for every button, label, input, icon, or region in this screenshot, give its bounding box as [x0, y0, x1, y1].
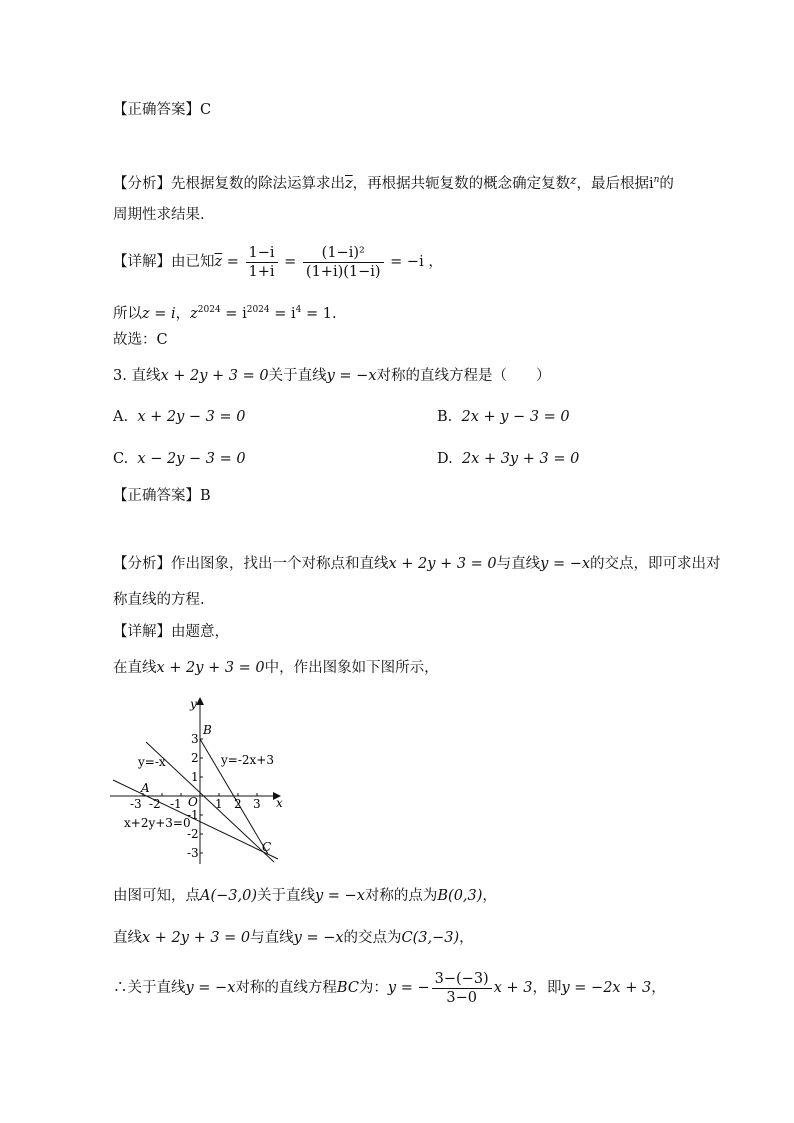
- conclusion-line-2: [113, 928, 474, 948]
- analysis-text: 的: [659, 176, 674, 192]
- point-a-label: A: [141, 781, 150, 795]
- detail2-line: [113, 622, 229, 642]
- x-tick-label: -2: [149, 797, 161, 811]
- text: 为：: [358, 980, 388, 996]
- text: ，: [175, 305, 191, 322]
- answer-line-2: [113, 486, 211, 506]
- analysis-text: 先根据复数的除法运算求出: [171, 176, 345, 192]
- expr: = i: [220, 305, 247, 322]
- point-c: C(3,−3): [401, 930, 460, 946]
- x-tick-label: 3: [253, 797, 261, 811]
- detail-label: 【详解】: [113, 624, 171, 640]
- choose-text: 故选：C: [113, 332, 168, 348]
- text: ，: [459, 930, 474, 946]
- expr-z: z: [190, 305, 198, 322]
- answer-value: B: [200, 488, 211, 504]
- analysis-text: 与直线: [496, 556, 541, 572]
- detail-label: 【详解】: [113, 254, 171, 270]
- text: 所以: [113, 305, 142, 322]
- text: 关于直线: [257, 888, 315, 904]
- expr: y = −x: [293, 930, 344, 946]
- exponent-n: n: [653, 175, 660, 186]
- coordinate-graph: [108, 694, 288, 866]
- option-label: A.: [113, 409, 129, 425]
- x-tick-label: 2: [234, 797, 242, 811]
- fraction-1: [246, 244, 278, 281]
- expr: x + 2y + 3 = 0: [142, 930, 251, 946]
- analysis2-line-1: [113, 554, 721, 574]
- option-text: x − 2y − 3 = 0: [137, 451, 246, 467]
- z-conjugate: $\overline{z}$: [214, 254, 223, 270]
- option-text: 2x + y − 3 = 0: [461, 409, 570, 425]
- question-text: 对称的直线方程是（ ）: [376, 368, 551, 384]
- x-tick-label: -3: [130, 797, 142, 811]
- equals: =: [222, 254, 244, 270]
- analysis-text: 作出图象，找出一个对称点和直线: [171, 556, 389, 572]
- option-text: 2x + 3y + 3 = 0: [461, 451, 580, 467]
- text: ，: [651, 980, 666, 996]
- i-symbol: i: [648, 176, 654, 192]
- expr-final: y = −2x + 3: [561, 980, 652, 996]
- y-tick-label: 2: [191, 751, 199, 765]
- option-label: D.: [437, 451, 453, 467]
- analysis-line-1: [113, 170, 674, 194]
- option-a: [113, 407, 245, 427]
- option-label: C.: [113, 451, 129, 467]
- exponent: 2024: [246, 305, 270, 315]
- fraction-denominator: 3−0: [446, 989, 477, 1006]
- x-tick-label: -1: [170, 797, 182, 811]
- analysis-text: 的交点，即可求出对: [590, 556, 721, 572]
- text: 直线: [113, 930, 142, 946]
- result: = −i ，: [385, 254, 443, 270]
- line-bc: BC: [336, 980, 359, 996]
- fraction-denominator: (1+i)(1−i): [305, 263, 381, 280]
- question-expr: y = −x: [326, 368, 377, 384]
- conclusion-line-3: [113, 968, 666, 1008]
- answer-value: C: [200, 102, 212, 118]
- text: ∴关于直线: [113, 980, 186, 996]
- analysis-text: ，最后根据: [576, 176, 649, 192]
- text: 的交点为: [343, 930, 402, 946]
- question-3: [113, 366, 551, 386]
- z-conjugate: $\overline{z}$: [345, 176, 353, 192]
- analysis-label: 【分析】: [113, 556, 171, 572]
- option-label: B.: [437, 409, 453, 425]
- fraction-numerator: (1−i)²: [303, 244, 384, 263]
- analysis-text: 称直线的方程.: [113, 592, 205, 608]
- x-tick-label: 1: [215, 797, 223, 811]
- line-label-x2y3: x+2y+3=0: [124, 816, 191, 830]
- choose-line: [113, 330, 168, 350]
- point-b-label: B: [203, 723, 212, 737]
- expr: = i: [269, 305, 296, 322]
- detail-line-1: [113, 243, 443, 281]
- line-label-y-neg2x3: y=-2x+3: [221, 753, 274, 767]
- therefore-line: [113, 300, 337, 324]
- text: ，: [482, 888, 497, 904]
- analysis2-line-2: [113, 590, 205, 610]
- option-d: [437, 449, 579, 469]
- origin-label: O: [188, 795, 198, 809]
- analysis-expr: x + 2y + 3 = 0: [388, 556, 497, 572]
- equals: =: [279, 254, 301, 270]
- z-symbol: z: [570, 173, 577, 187]
- text: 与直线: [250, 930, 294, 946]
- answer-line-1: [113, 100, 211, 120]
- fraction-numerator: 1−i: [246, 244, 278, 263]
- point-b: B(0,3): [437, 888, 483, 904]
- detail-text: 由已知: [171, 254, 215, 270]
- line-label-y-neg-x: y=-x: [138, 755, 166, 769]
- expr: y = −x: [185, 980, 236, 996]
- y-tick-label: -1: [187, 808, 199, 822]
- question-number: 3.: [113, 368, 127, 384]
- fraction-2: [303, 244, 384, 281]
- text: 由图可知，点: [113, 888, 200, 904]
- y-tick-label: -3: [187, 846, 199, 860]
- conclusion-line-1: [113, 886, 497, 906]
- detail-text: 由题意，: [171, 624, 229, 640]
- text: 中，作出图象如下图所示，: [264, 660, 439, 676]
- y-axis-label: y: [190, 697, 197, 711]
- y-tick-label: 3: [191, 732, 199, 746]
- expr: x + 2y + 3 = 0: [156, 660, 265, 676]
- answer-label: 【正确答案】: [113, 488, 200, 504]
- analysis-label: 【分析】: [113, 176, 171, 192]
- text: 对称的直线方程: [235, 980, 337, 996]
- expr: y = −x: [315, 888, 365, 904]
- answer-label: 【正确答案】: [113, 102, 200, 118]
- option-text: x + 2y − 3 = 0: [137, 409, 246, 425]
- y-tick-label: 1: [191, 770, 199, 784]
- fraction-denominator: 1+i: [248, 263, 275, 280]
- expr: x + 3: [493, 980, 533, 996]
- question-expr: x + 2y + 3 = 0: [160, 368, 269, 384]
- slope-fraction: [432, 970, 492, 1007]
- fraction-numerator: 3−(−3): [432, 970, 492, 989]
- expr: y = −: [387, 980, 430, 996]
- option-b: [437, 407, 570, 427]
- question-text: 关于直线: [268, 368, 327, 384]
- analysis-line-2: [113, 205, 205, 225]
- y-tick-label: -2: [187, 827, 199, 841]
- expr: = 1.: [301, 305, 337, 322]
- analysis-text: 周期性求结果.: [113, 207, 205, 223]
- graph-intro-line: [113, 658, 439, 678]
- point-a: A(−3,0): [200, 888, 257, 904]
- text: 对称的点为: [364, 888, 438, 904]
- expr-z-eq-i: z = i: [142, 305, 176, 322]
- exponent: 2024: [197, 305, 221, 315]
- text: 在直线: [113, 660, 157, 676]
- point-c-label: C: [262, 840, 272, 854]
- analysis-expr: y = −x: [540, 556, 591, 572]
- text: ，即: [532, 980, 562, 996]
- option-c: [113, 449, 246, 469]
- x-axis-label: x: [276, 796, 283, 810]
- analysis-text: ，再根据共轭复数的概念确定复数: [352, 176, 571, 192]
- exponent: 4: [295, 305, 302, 315]
- question-text: 直线: [131, 368, 161, 384]
